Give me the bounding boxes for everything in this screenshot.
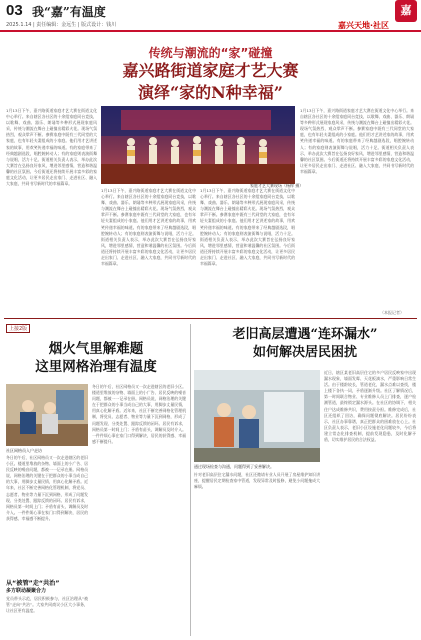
story1-headline-line2: 演绎“家的N种幸福” xyxy=(137,83,284,102)
community-visit-image xyxy=(6,384,88,446)
story3-headline-line2: 如何解决居民困扰 xyxy=(252,345,357,360)
story1-headline xyxy=(0,60,421,104)
story3-body-col2: 近日，辖区某老旧高层住宅的多户居民反映家中出现漏水现象，墙面发霉、天花板滴水，严重影响日常生活。由于楼龄较长，管道老化，漏水点难以查找，楼上楼下各执一词，矛盾逐渐升级。社区了解情况后，第一时间联合物业、专业维修人员上门排查，逐户检测管道，最终锁定漏水源头。在社区的协调下，相关住户达成维修共识，费用按责分担。维修完成后，社区还组织了回访，确保问题彻底解决。居民纷纷表示，社区办事靠谱，真正把群众的困难放在心上。社区负责人表示，老旧小区设施老化问题较多，今后将建立常态化排查机制，提前发现隐患，及时化解矛盾，切实维护居民的合法权益。 xyxy=(324,370,416,443)
page-header xyxy=(0,0,421,32)
story1-body-col4: 1月13日下午，嘉兴路街道家庭才艺大赛在街道文化中心举行。来自辖区各社区的十余组家庭同台竞技，以歌舞、戏曲、器乐、朗诵等多种形式展现家庭风采，传统与潮流在舞台上碰撞出精彩火花。现场气氛热烈，观众掌声不断。参赛家庭中既有三代同堂的大家庭，也有年轻夫妻组成的小家庭。他们用才艺讲述家的故事，用欢笑传递幸福的味道。有的家庭带来了经典越剧选段，唱腔婉转动人；有的家庭则表演街舞与说唱，活力十足。街道相关负责人表示，举办此次大赛旨在弘扬良好家风，增进邻里感情，营造和谐温馨的社区氛围。今后街道还将持续开展丰富多彩的家庭文化活动，让更多居民走出家门、走进社区、融入大家庭，共同书写新时代的幸福篇章。 xyxy=(300,108,414,174)
story1-kicker: 传统与潮流的“家”碰撞 xyxy=(148,46,273,60)
page-number: 03 xyxy=(6,2,23,19)
story1-body-col2: 1月13日下午，嘉兴路街道家庭才艺大赛在街道文化中心举行。来自辖区各社区的十余组家庭同台竞技，以歌舞、戏曲、器乐、朗诵等多种形式展现家庭风采，传统与潮流在舞台上碰撞出精彩火花。现场气氛热烈，观众掌声不断。参赛家庭中既有三代同堂的大家庭，也有年轻夫妻组成的小家庭。他们用才艺讲述家的故事，用欢笑传递幸福的味道。有的家庭带来了经典越剧选段，唱腔婉转动人；有的家庭则表演街舞与说唱，活力十足。街道相关负责人表示，举办此次大赛旨在弘扬良好家风，增进邻里感情，营造和谐温馨的社区氛围。今后街道还将持续开展丰富多彩的家庭文化活动，让更多居民走出家门、走进社区、融入大家庭，共同书写新时代的幸福篇章。 xyxy=(101,188,196,267)
story2-tag: 上接2版 xyxy=(6,324,30,333)
section-name: 嘉兴天地·社区 xyxy=(337,21,389,30)
story3-headline xyxy=(194,326,416,362)
story2-subsubhead: 多方联动凝聚合力 xyxy=(6,588,47,594)
story2-body-col1: 冬日的午后，社区网格员又一次走进辖区的老旧小区。楼道里堆放的杂物、墙面上的小广告、居民反映的噪音问题，都被一一记录在册。网格员说，网格治理的关键在于把群众的小事当成自己的大事，用脚步丈量民情，用真心化解矛盾。近年来，社区不断完善网格化管理机制，将党员、志愿者、物业等力量下沉到网格，形成了问题发现、分类处置、跟踪反馈的闭环。居民有诉求，网格员第一时间上门；矛盾有苗头，调解员及时介入。一件件烦心事在家门口得到解决，居民的获得感、幸福感不断提升。 xyxy=(6,455,88,521)
newspaper-logo: 嘉 xyxy=(395,0,417,22)
story2-body2: 党员带头示范，居民积极参与，社区治理从“被管”走向“共治”。大家共同商议小区大小事务，让社区更有温度。 xyxy=(6,596,88,614)
story2-body-col2: 冬日的午后，社区网格员又一次走进辖区的老旧小区。楼道里堆放的杂物、墙面上的小广告、居民反映的噪音问题，都被一一记录在册。网格员说，网格治理的关键在于把群众的小事当成自己的大事，用脚步丈量民情，用真心化解矛盾。近年来，社区不断完善网格化管理机制，将党员、志愿者、物业等力量下沉到网格，形成了问题发现、分类处置、跟踪反馈的闭环。居民有诉求，网格员第一时间上门；矛盾有苗头，调解员及时介入。一件件烦心事在家门口得到解决，居民的获得感、幸福感不断提升。 xyxy=(92,384,186,444)
story1-photo xyxy=(101,106,295,184)
stage-performance-image xyxy=(101,106,295,184)
story3-body-col1: 针对老旧高层住宅漏水问题，社区还邀请专业人员开展了房屋维护知识讲座，提醒居民定期检查家中管道，发现异常及时报修，避免小问题拖成大麻烦。 xyxy=(194,472,320,490)
issue-subline: 2025.1.14 | 责任编辑：金远生 | 版式设计：钱川 xyxy=(6,22,117,28)
story2-subhead: 从“被管”走“共治” xyxy=(6,580,60,587)
column-divider xyxy=(190,324,191,636)
story2-photo-caption: 社区网格员入户走访 xyxy=(6,448,42,453)
story1-credit: （本报记者） xyxy=(380,310,404,315)
story3-headline-line1: 老旧高层遭遇“连环漏水” xyxy=(232,327,378,342)
story1-photo-caption: 家庭才艺大赛现场（杨梓 摄） xyxy=(250,183,304,188)
story2-headline xyxy=(6,340,186,376)
story1-body-col3: 1月13日下午，嘉兴路街道家庭才艺大赛在街道文化中心举行。来自辖区各社区的十余组家庭同台竞技，以歌舞、戏曲、器乐、朗诵等多种形式展现家庭风采，传统与潮流在舞台上碰撞出精彩火花。现场气氛热烈，观众掌声不断。参赛家庭中既有三代同堂的大家庭，也有年轻夫妻组成的小家庭。他们用才艺讲述家的故事，用欢笑传递幸福的味道。有的家庭带来了经典越剧选段，唱腔婉转动人；有的家庭则表演街舞与说唱，活力十足。街道相关负责人表示，举办此次大赛旨在弘扬良好家风，增进邻里感情，营造和谐温馨的社区氛围。今后街道还将持续开展丰富多彩的家庭文化活动，让更多居民走出家门、走进社区、融入大家庭，共同书写新时代的幸福篇章。 xyxy=(200,188,295,267)
story1-headline-line1: 嘉兴路街道家庭才艺大赛 xyxy=(122,61,299,80)
story2-headline-line1: 烟火气里解难题 xyxy=(48,341,144,357)
story1-body-col1: 1月13日下午，嘉兴路街道家庭才艺大赛在街道文化中心举行。来自辖区各社区的十余组家庭同台竞技，以歌舞、戏曲、器乐、朗诵等多种形式展现家庭风采，传统与潮流在舞台上碰撞出精彩火花。现场气氛热烈，观众掌声不断。参赛家庭中既有三代同堂的大家庭，也有年轻夫妻组成的小家庭。他们用才艺讲述家的故事，用欢笑传递幸福的味道。有的家庭带来了经典越剧选段，唱腔婉转动人；有的家庭则表演街舞与说唱，活力十足。街道相关负责人表示，举办此次大赛旨在弘扬良好家风，增进邻里感情，营造和谐温馨的社区氛围。今后街道还将持续开展丰富多彩的家庭文化活动，让更多居民走出家门、走进社区、融入大家庭，共同书写新时代的幸福篇章。 xyxy=(6,108,97,187)
column-name: 我“嘉”有温度 xyxy=(32,5,106,19)
header-rule xyxy=(0,30,421,32)
story2-headline-line2: 这里网格治理有温度 xyxy=(35,359,157,375)
leak-inspection-image xyxy=(194,370,320,462)
story3-photo xyxy=(194,370,320,462)
section-divider xyxy=(4,318,417,319)
story2-photo xyxy=(6,384,88,446)
story3-photo-caption: 通过现场检查与沟通，问题得到了妥善解决。 xyxy=(194,464,274,469)
